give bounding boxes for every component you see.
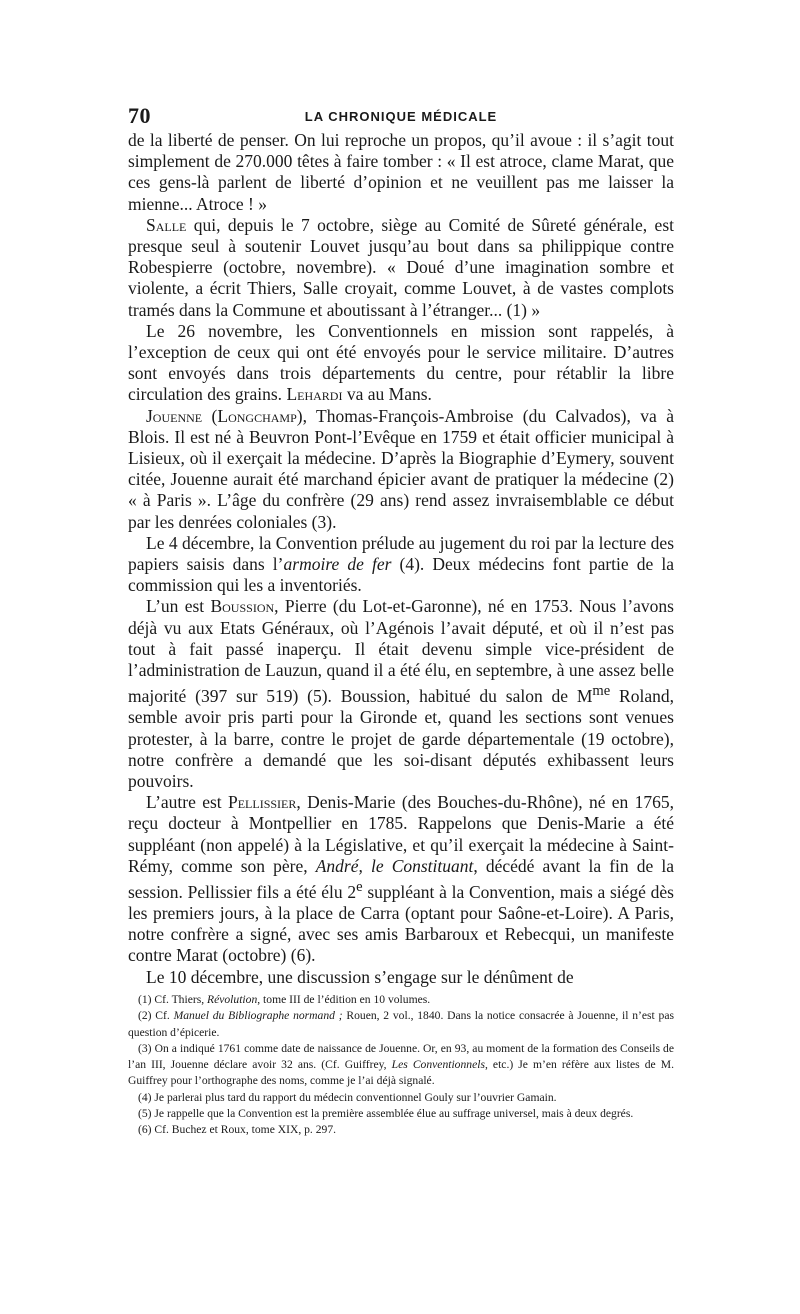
- footnote-4: (4) Je parlerai plus tard du rapport du médecin conventionnel Gouly sur l’ouvrier Gamain.: [138, 1090, 557, 1104]
- running-title: LA CHRONIQUE MÉDICALE: [304, 109, 498, 124]
- body-text: [128, 130, 674, 988]
- paragraph-4: Jouenne (Longchamp), Thomas-François-Ambroise (du Calvados), va à Blois. Il est né à Beuvron Pont-l’Evêque en 1759 et était officier municipal à Lisieux, où il exerçait la médecine. D’après la Biographie d’Eymery, souvent citée, Jouenne aurait été marchand épicier avant de pratiquer la médecine (2) « à Paris ». L’âge du confrère (29 ans) rend assez invraisemblable ce début par les denrées coloniales (3).: [128, 405, 674, 532]
- footnote-1: (1) Cf. Thiers, Révolution, tome III de l’édition en 10 volumes.: [138, 993, 431, 1006]
- footnote-2: (2) Cf. Manuel du Bibliographe normand ; Rouen, 2 vol., 1840. Dans la notice consacrée à Jouenne, il n’est pas question d’épicerie.: [128, 1009, 674, 1039]
- italic-term: André, le Constituant: [315, 855, 474, 876]
- person-name: Salle: [146, 214, 187, 235]
- footnote-3: (3) On a indiqué 1761 comme date de naissance de Jouenne. Or, en 93, au moment de la formation des Conseils de l’an III, Jouenne déclare avoir 32 ans. (Cf. Guiffrey, Les Conventionnels, etc.) Je m’en réfère aux listes de M. Guiffrey pour l’orthographe des noms, comme je l’ai déjà signalé.: [128, 1041, 674, 1088]
- paragraph-6: L’un est Boussion, Pierre (du Lot-et-Garonne), né en 1753. Nous l’avons déjà vu aux Etats Généraux, où l’Agénois l’avait député, et où il n’est pas tout à fait passé inaperçu. Il était devenu simple vice-président de l’administration de Lauzun, quand il a été élu, en septembre, à une assez belle majorité (397 sur 519) (5). Boussion, habitué du salon de $M^{me}$ Roland, semble avoir pris parti pour la Gironde et, quand les sections sont venues protester, à la barre, contre le projet de garde départementale (19 octobre), notre confrère a demandé que les soi-disant députés exhibassent leurs pouvoirs.: [128, 596, 674, 791]
- italic-term: armoire de fer: [283, 554, 392, 575]
- page-header: [128, 103, 674, 131]
- paragraph-8: Le 10 décembre, une discussion s’engage sur le dénûment de: [146, 966, 574, 987]
- footnote-5: (5) Je rappelle que la Convention est la première assemblée élue au suffrage universel, mais à deux degrés.: [138, 1107, 634, 1121]
- footnotes: [128, 992, 674, 1139]
- person-name: Pellissier: [227, 792, 297, 813]
- person-name: Jouenne (Longchamp): [146, 405, 303, 426]
- page-number: 70: [128, 103, 151, 128]
- paragraph-7: L’autre est Pellissier, Denis-Marie (des Bouches-du-Rhône), né en 1765, reçu docteur à Montpellier en 1785. Rappelons que Denis-Marie a été suppléant (non appelé) à la Législative, et qu’il exerçait la médecine à Saint-Rémy, comme son père, André, le Constituant, décédé avant la fin de la session. Pellissier fils a été élu 2e suppléant à la Convention, mais a siégé dès les premiers jours, à la place de Carra (optant pour Saône-et-Loire). A Paris, notre confrère a signé, avec ses amis Barbaroux et Rebecqui, un manifeste contre Marat (octobre) (6).: [128, 792, 674, 966]
- person-name: Lehardi: [286, 384, 343, 405]
- person-name: Boussion: [210, 596, 275, 617]
- superscript: me: [592, 683, 611, 700]
- paragraph-2: Salle qui, depuis le 7 octobre, siège au Comité de Sûreté générale, est presque seul à soutenir Louvet jusqu’au bout dans sa philippique contre Robespierre (octobre, novembre). « Doué d’une imagination sombre et violente, a écrit Thiers, Salle croyait, comme Louvet, à de vastes complots tramés dans la Commune et aboutissant à l’étranger... (1) »: [128, 214, 674, 320]
- paragraph-1: de la liberté de penser. On lui reproche un propos, qu’il avoue : il s’agit tout simplement de 270.000 têtes à faire tomber : « Il est atroce, clame Marat, que ces gens-là parlent de liberté d’opinion et ne veuillent pas me laisser la mienne... Atroce ! »: [128, 130, 674, 214]
- paragraph-3: Le 26 novembre, les Conventionnels en mission sont rappelés, à l’exception de ceux qui ont été envoyés pour le service militaire. D’autres sont envoyés dans trois départements du centre, pour rétablir la libre circulation des grains. Lehardi va au Mans.: [128, 320, 674, 405]
- paragraph-5: Le 4 décembre, la Convention prélude au jugement du roi par la lecture des papiers saisis dans l’armoire de fer (4). Deux médecins font partie de la commission qui les a inventoriés.: [128, 532, 674, 596]
- superscript: e: [356, 878, 363, 895]
- footnote-6: (6) Cf. Buchez et Roux, tome XIX, p. 297.: [138, 1123, 337, 1137]
